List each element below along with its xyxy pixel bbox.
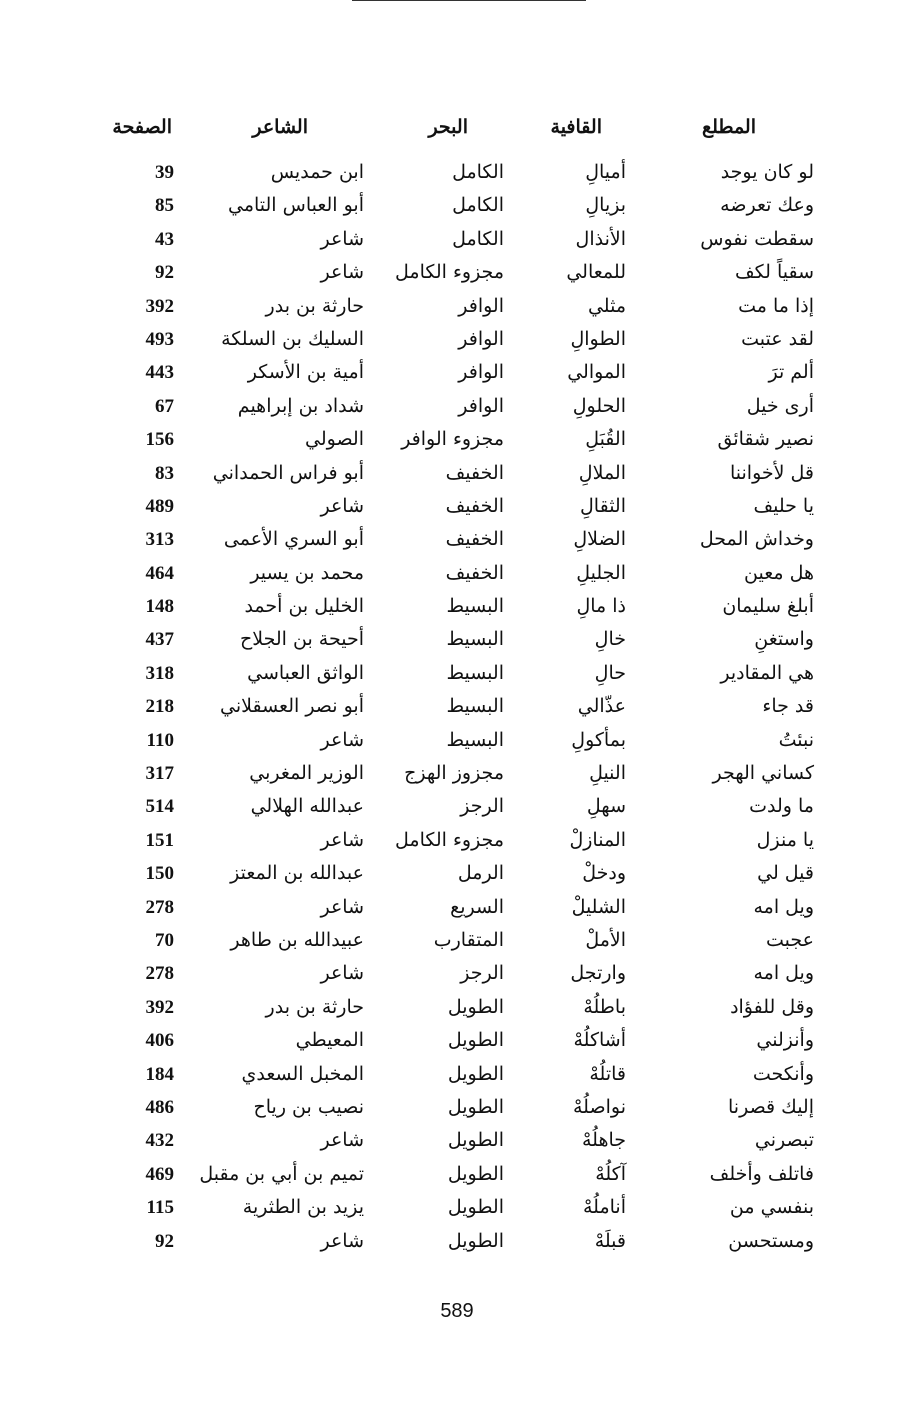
cell-page: 110 (146, 729, 174, 751)
cell-page: 469 (145, 1163, 174, 1185)
cell-rhyme: أشاكلُهْ (573, 1029, 626, 1052)
cell-poet: شاعر (320, 962, 364, 985)
cell-page: 151 (145, 829, 174, 851)
cell-poet: حارثة بن بدر (265, 995, 364, 1018)
cell-rhyme: خالِ (594, 628, 626, 651)
cell-poet: الصولي (305, 428, 364, 451)
cell-rhyme: مثلي (587, 294, 626, 317)
cell-opening: قد جاء (762, 695, 814, 718)
cell-rhyme: عذّالي (577, 695, 626, 718)
cell-opening: ويل امه (753, 962, 814, 985)
cell-opening: يا منزل (756, 828, 814, 851)
table-row (0, 857, 914, 890)
cell-meter: الخفيف (445, 494, 504, 517)
table-header (0, 116, 914, 146)
cell-poet: أبو العباس التامي (227, 194, 364, 217)
cell-rhyme: الطوالِ (570, 327, 626, 350)
cell-rhyme: القُبَلِ (585, 428, 626, 451)
cell-opening: لو كان يوجد (720, 161, 814, 183)
cell-page: 92 (155, 1230, 174, 1252)
cell-meter: البسيط (446, 661, 504, 684)
table-row (0, 724, 914, 757)
table-row (0, 256, 914, 289)
cell-page: 218 (145, 696, 174, 718)
cell-meter: مجزوء الوافر (401, 428, 504, 451)
table-row (0, 557, 914, 590)
table-row (0, 891, 914, 924)
cell-opening: تبصرني (754, 1129, 814, 1152)
cell-meter: الوافر (458, 394, 504, 417)
cell-rhyme: للمعالي (566, 261, 626, 284)
cell-poet: أمية بن الأسكر (247, 361, 364, 384)
cell-meter: الطويل (447, 1029, 504, 1052)
cell-meter: الكامل (452, 227, 504, 250)
cell-opening: ومستحسن (728, 1229, 814, 1252)
cell-rhyme: ودخلْ (582, 862, 626, 885)
cell-page: 92 (155, 262, 174, 284)
table-row (0, 824, 914, 857)
cell-page: 432 (145, 1130, 174, 1152)
table-row (0, 623, 914, 656)
cell-page: 67 (155, 395, 174, 417)
cell-meter: مجزوز الهزج (404, 762, 504, 785)
header-opening: المطلع (701, 116, 756, 138)
cell-poet: أبو نصر العسقلاني (220, 695, 364, 718)
cell-page: 392 (145, 295, 174, 317)
cell-poet: شاعر (320, 227, 364, 250)
cell-opening: هل معين (744, 561, 814, 584)
cell-meter: الوافر (458, 361, 504, 384)
table-row (0, 957, 914, 990)
cell-page: 70 (155, 929, 174, 951)
cell-poet: ابن حمديس (270, 161, 364, 183)
cell-poet: شداد بن إبراهيم (237, 394, 364, 417)
cell-poet: حارثة بن بدر (265, 294, 364, 317)
table-row (0, 991, 914, 1024)
cell-page: 313 (145, 529, 174, 551)
cell-meter: الوافر (458, 327, 504, 350)
cell-page: 514 (145, 796, 174, 818)
cell-page: 115 (146, 1197, 174, 1219)
table-row (0, 1024, 914, 1057)
cell-page: 83 (155, 462, 174, 484)
table-row (0, 657, 914, 690)
cell-opening: وخداش المحل (699, 528, 814, 551)
cell-rhyme: جاهلُهْ (581, 1129, 626, 1152)
cell-poet: شاعر (320, 895, 364, 918)
cell-poet: شاعر (320, 828, 364, 851)
cell-poet: عبدالله بن المعتز (230, 862, 364, 885)
cell-opening: أبلغ سليمان (722, 595, 814, 618)
cell-page: 278 (145, 896, 174, 918)
page-number: 589 (440, 1300, 474, 1322)
cell-opening: عجبت (766, 928, 814, 951)
table-row (0, 189, 914, 222)
cell-page: 437 (145, 629, 174, 651)
cell-rhyme: النيلِ (589, 762, 626, 785)
cell-meter: الرجز (460, 795, 504, 818)
cell-rhyme: الموالي (567, 361, 626, 384)
table-row (0, 523, 914, 556)
cell-rhyme: ذا مالِ (576, 595, 626, 618)
cell-poet: نصيب بن رياح (253, 1095, 364, 1118)
cell-poet: شاعر (320, 1229, 364, 1252)
cell-opening: وقل للفؤاد (730, 995, 814, 1018)
index-table (0, 156, 914, 1258)
cell-page: 406 (145, 1030, 174, 1052)
cell-meter: الطويل (447, 1129, 504, 1152)
cell-opening: نبئتُ (778, 728, 814, 751)
cell-poet: يزيد بن الطثرية (242, 1196, 364, 1219)
table-row (0, 290, 914, 323)
cell-opening: وأنكحت (752, 1062, 814, 1085)
cell-rhyme: أميالِ (585, 161, 626, 183)
cell-opening: وأنزلني (756, 1029, 814, 1052)
cell-rhyme: الأملْ (585, 928, 626, 951)
cell-rhyme: حالِ (594, 661, 626, 684)
cell-opening: فاتلف وأخلف (709, 1162, 814, 1185)
top-rule (352, 0, 586, 1)
cell-rhyme: آكلُهْ (595, 1162, 626, 1185)
table-row (0, 1158, 914, 1191)
cell-meter: البسيط (446, 695, 504, 718)
cell-poet: المعيطي (295, 1029, 364, 1052)
cell-poet: أحيحة بن الجلاح (240, 628, 364, 651)
header-poet: الشاعر (252, 116, 308, 138)
cell-rhyme: الجليلِ (576, 561, 626, 584)
cell-poet: الخليل بن أحمد (244, 595, 364, 618)
cell-opening: أرى خيل (746, 394, 814, 417)
cell-poet: أبو السري الأعمى (223, 528, 364, 551)
cell-meter: الطويل (447, 1095, 504, 1118)
table-row (0, 1225, 914, 1258)
cell-page: 39 (155, 162, 174, 183)
cell-page: 443 (145, 362, 174, 384)
cell-rhyme: المنازلْ (569, 828, 626, 851)
cell-poet: عبيدالله بن طاهر (230, 928, 364, 951)
cell-meter: الطويل (447, 1062, 504, 1085)
cell-poet: محمد بن يسير (250, 561, 364, 584)
cell-rhyme: الشليلْ (571, 895, 626, 918)
cell-poet: الوزير المغربي (249, 762, 364, 785)
cell-meter: الخفيف (445, 561, 504, 584)
cell-meter: الكامل (452, 194, 504, 217)
table-row (0, 690, 914, 723)
cell-rhyme: بزيالِ (585, 194, 626, 217)
cell-opening: واستغنِ (754, 628, 814, 651)
cell-meter: الرمل (457, 862, 504, 885)
table-row (0, 390, 914, 423)
cell-rhyme: نواصلُهْ (573, 1095, 626, 1118)
cell-page: 489 (145, 495, 174, 517)
cell-page: 85 (155, 195, 174, 217)
table-row (0, 356, 914, 389)
cell-page: 318 (145, 662, 174, 684)
cell-meter: الرجز (460, 962, 504, 985)
cell-meter: الطويل (447, 1162, 504, 1185)
cell-opening: قيل لي (757, 862, 814, 885)
cell-opening: نصير شقائق (717, 428, 814, 451)
cell-rhyme: الحلولِ (572, 394, 626, 417)
cell-opening: هي المقادير (720, 661, 814, 684)
table-row (0, 457, 914, 490)
cell-rhyme: أناملُهْ (582, 1196, 626, 1219)
cell-rhyme: قبلَهْ (594, 1229, 626, 1252)
cell-meter: البسيط (446, 728, 504, 751)
cell-poet: شاعر (320, 494, 364, 517)
cell-opening: لقد عتبت (741, 327, 814, 350)
cell-rhyme: الضلالِ (573, 528, 626, 551)
table-row (0, 590, 914, 623)
cell-meter: الخفيف (445, 461, 504, 484)
cell-page: 148 (145, 596, 174, 618)
table-row (0, 790, 914, 823)
cell-meter: البسيط (446, 595, 504, 618)
cell-opening: كساني الهجر (712, 762, 814, 785)
cell-opening: قل لأخواننا (730, 461, 814, 484)
table-row (0, 490, 914, 523)
header-meter: البحر (428, 116, 468, 138)
cell-page: 486 (145, 1096, 174, 1118)
cell-opening: يا حليف (753, 494, 814, 517)
cell-page: 156 (145, 429, 174, 451)
cell-page: 392 (145, 996, 174, 1018)
cell-rhyme: الأنذال (575, 227, 626, 250)
table-row (0, 924, 914, 957)
cell-rhyme: وارتجل (570, 962, 626, 985)
cell-meter: الطويل (447, 1196, 504, 1219)
table-row (0, 423, 914, 456)
cell-meter: السريع (450, 895, 504, 918)
cell-meter: البسيط (446, 628, 504, 651)
table-row (0, 1124, 914, 1157)
cell-meter: المتقارب (433, 928, 504, 951)
cell-poet: شاعر (320, 728, 364, 751)
cell-meter: مجزوء الكامل (395, 261, 504, 284)
cell-rhyme: الملالِ (578, 461, 626, 484)
cell-opening: ويل امه (753, 895, 814, 918)
cell-meter: الطويل (447, 995, 504, 1018)
cell-rhyme: باطلُهْ (583, 995, 626, 1018)
header-page: الصفحة (112, 116, 172, 138)
cell-rhyme: قاتلُهْ (589, 1062, 626, 1085)
cell-meter: الكامل (452, 161, 504, 183)
cell-opening: ألم ترَ (768, 361, 814, 384)
cell-poet: تميم بن أبي بن مقبل (199, 1162, 364, 1185)
cell-poet: شاعر (320, 1129, 364, 1152)
cell-poet: الواثق العباسي (247, 661, 364, 684)
cell-poet: المخبل السعدي (241, 1062, 364, 1085)
cell-rhyme: بمأكولِ (571, 728, 626, 751)
table-row (0, 1191, 914, 1224)
cell-page: 464 (145, 562, 174, 584)
cell-page: 184 (145, 1063, 174, 1085)
cell-page: 150 (145, 863, 174, 885)
table-row (0, 1058, 914, 1091)
cell-opening: إليك قصرنا (728, 1095, 814, 1118)
cell-meter: مجزوء الكامل (395, 828, 504, 851)
header-rhyme: القافية (550, 116, 602, 138)
cell-page: 493 (145, 328, 174, 350)
table-row (0, 757, 914, 790)
cell-opening: سقياً لكف (734, 261, 814, 284)
table-row (0, 323, 914, 356)
cell-opening: سقطت نفوس (700, 227, 814, 250)
cell-meter: الخفيف (445, 528, 504, 551)
cell-rhyme: سهلِ (586, 795, 626, 818)
cell-rhyme: الثقالِ (579, 494, 626, 517)
cell-page: 317 (145, 763, 174, 785)
cell-poet: عبدالله الهلالي (250, 795, 364, 818)
cell-page: 43 (155, 228, 174, 250)
cell-opening: ما ولدت (749, 795, 814, 818)
table-row (0, 223, 914, 256)
cell-page: 278 (145, 963, 174, 985)
cell-poet: السليك بن السلكة (221, 327, 364, 350)
table-row (0, 1091, 914, 1124)
cell-poet: شاعر (320, 261, 364, 284)
cell-poet: أبو فراس الحمداني (212, 461, 364, 484)
cell-meter: الوافر (458, 294, 504, 317)
cell-opening: بنفسي من (729, 1196, 814, 1219)
cell-opening: إذا ما مت (738, 294, 814, 317)
cell-meter: الطويل (447, 1229, 504, 1252)
table-row (0, 156, 914, 189)
cell-opening: وعك تعرضه (720, 194, 814, 217)
